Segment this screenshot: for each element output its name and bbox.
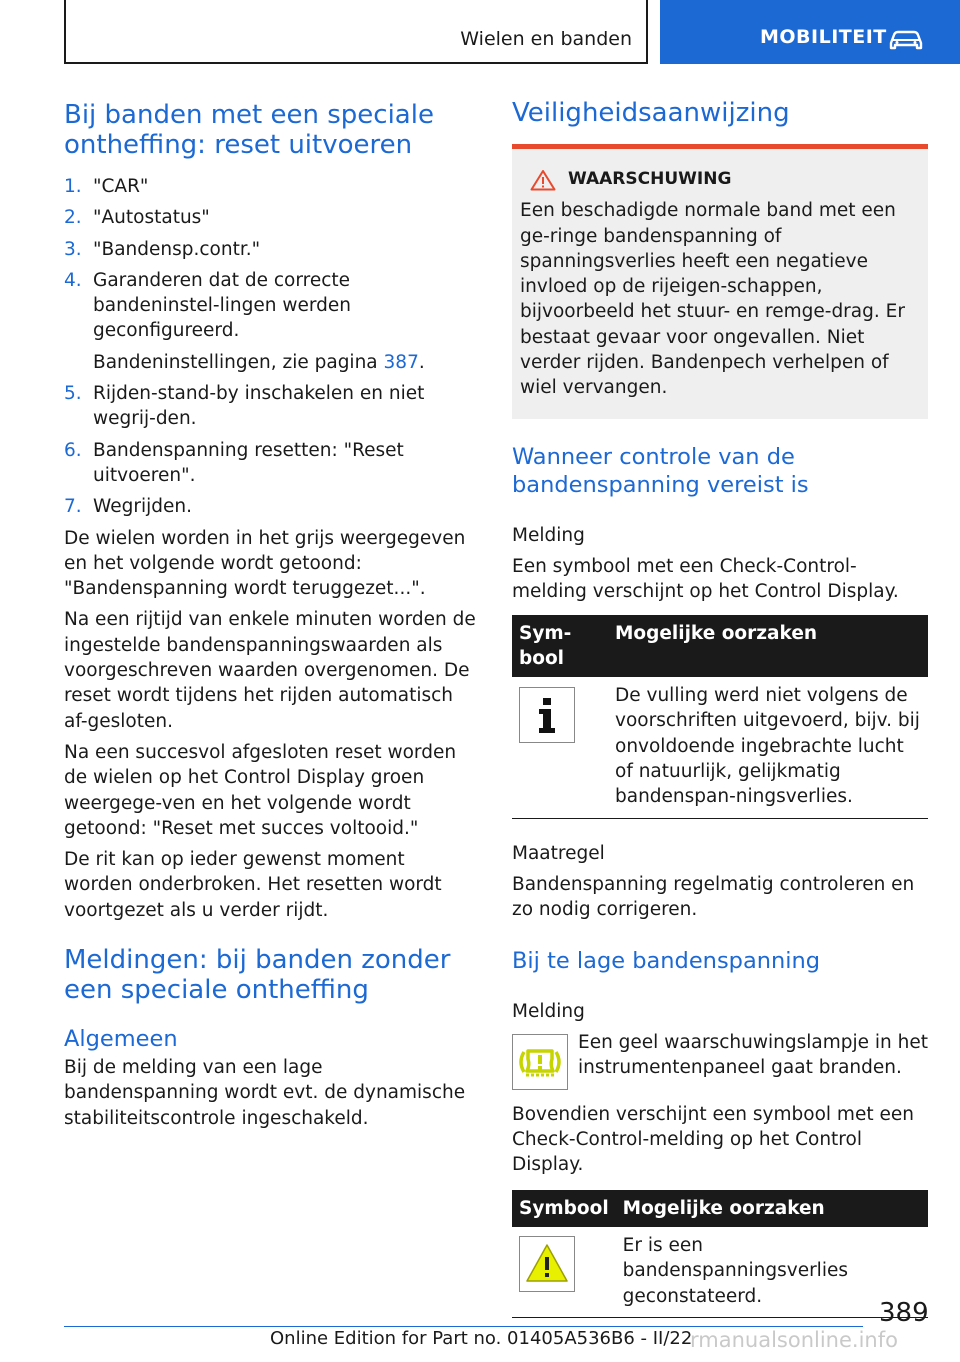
header-section-box <box>64 0 648 64</box>
step-item: 6. Bandenspanning resetten: "Reset uitvoeren". <box>64 439 404 486</box>
table-cell: Er is een bandenspanningsverlies geconstateerd. <box>616 1227 928 1317</box>
section-heading: Veiligheidsaanwijzing <box>512 98 790 128</box>
subsection-heading: Algemeen <box>64 1026 178 1053</box>
step-item: 1. "CAR" <box>64 176 149 197</box>
step-list-continued <box>64 381 478 519</box>
car-icon <box>887 27 925 51</box>
info-icon <box>519 687 575 743</box>
left-column <box>64 100 478 1137</box>
tire-pressure-warning-icon <box>512 1034 568 1090</box>
warning-box <box>512 144 928 419</box>
warning-lamp-row <box>512 1030 928 1090</box>
paragraph: Een geel waarschuwingslampje in het instrumentenpaneel gaat branden. <box>578 1031 929 1079</box>
paragraph: Bij de melding van een lage bandenspanning wordt evt. de dynamische stabiliteitscontrole ingeschakeld. <box>64 1057 466 1129</box>
table-header: Mogelijke oorzaken <box>616 1190 928 1227</box>
cause-table <box>512 615 928 819</box>
page-link[interactable]: 387 <box>383 351 419 373</box>
subsection-heading: Wanneer controle van de bandenspanning vereist is <box>512 443 809 498</box>
section-heading: Bij banden met een speciale ontheffing: reset uitvoeren <box>64 100 434 160</box>
cause-table-2 <box>512 1190 928 1318</box>
table-header: Mogelijke oorzaken <box>608 615 928 678</box>
paragraph: Een symbool met een Check-Control-melding verschijnt op het Control Display. <box>512 555 899 603</box>
table-header: Sym-bool <box>512 615 608 678</box>
page-reference: Bandeninstellingen, zie pagina 387. <box>93 351 425 373</box>
page-number: 389 <box>879 1298 929 1328</box>
warning-triangle-icon <box>530 169 556 191</box>
step-item: 7. Wegrijden. <box>64 496 192 518</box>
section-heading: Meldingen: bij banden zonder een speciale ontheffing <box>64 945 451 1006</box>
watermark: rmanualsonline.info <box>690 1328 898 1352</box>
paragraph: Na een rijtijd van enkele minuten worden de ingestelde bandenspanningswaarden als voorgeschreven waarden overgenomen. De reset wordt tijdens het rijden automatisch af-gesloten. <box>64 609 476 732</box>
paragraph: De rit kan op ieder gewenst moment worden onderbroken. Het resetten wordt voortgezet als u verder rijdt. <box>64 849 442 921</box>
table-row <box>512 677 928 818</box>
right-column <box>512 98 928 1318</box>
paragraph: Na een succesvol afgesloten reset worden de wielen op het Control Display groen weergege-ven en het volgende wordt getoond: "Reset met succes voltooid." <box>64 741 457 839</box>
step-item: 2. "Autostatus" <box>64 207 210 229</box>
warning-triangle-yellow-icon <box>519 1236 575 1292</box>
step-item: 3. "Bandensp.contr." <box>64 238 261 260</box>
paragraph: Bovendien verschijnt een symbool met een Check-Control-melding op het Control Display. <box>512 1103 914 1176</box>
subsection-heading: Bij te lage bandenspanning <box>512 947 821 974</box>
step-item: 4. Garanderen dat de correcte bandeninstel-lingen werden geconfigureerd. <box>64 269 351 342</box>
step-list <box>64 174 478 344</box>
footer-edition: Online Edition for Part no. 01405A536B6 - II/22 <box>270 1328 693 1349</box>
footer-divider <box>64 1326 863 1327</box>
table-row <box>512 1227 928 1317</box>
paragraph: Bandenspanning regelmatig controleren en zo nodig corrigeren. <box>512 873 915 921</box>
label-melding: Melding <box>512 1000 585 1022</box>
table-cell: De vulling werd niet volgens de voorschriften uitgevoerd, bijv. bij onvoldoende ingebrachte lucht of natuurlijk, gelijkmatig bandenspan-ningsverlies. <box>608 677 928 818</box>
header-chapter-title: MOBILITEIT <box>760 26 887 48</box>
label-maatregel: Maatregel <box>512 842 605 864</box>
paragraph: De wielen worden in het grijs weergegeven en het volgende wordt getoond: "Bandenspanning wordt teruggezet...". <box>64 527 466 600</box>
warning-text: Een beschadigde normale band met een ge-ringe bandenspanning of spanningsverlies heeft een negatieve invloed op de rijeigen-schappen, bijvoorbeeld het stuur- en remge-drag. Er bestaat gevaar voor ongevallen. Niet verder rijden. Bandenpech verhelpen of wiel vervangen. <box>520 200 905 399</box>
header-section-title: Wielen en banden <box>460 28 632 50</box>
step-item: 5. Rijden-stand-by inschakelen en niet wegrij-den. <box>64 383 425 430</box>
table-header: Symbool <box>512 1190 616 1227</box>
label-melding: Melding <box>512 524 585 546</box>
warning-title: WAARSCHUWING <box>568 169 732 189</box>
header-chapter-tab <box>660 0 960 64</box>
